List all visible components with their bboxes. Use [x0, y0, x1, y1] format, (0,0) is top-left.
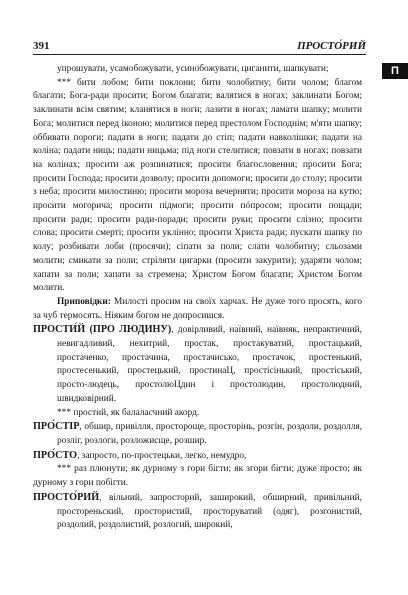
running-head: ПРОСТО́РИЙ [297, 40, 366, 52]
entry-prostyi-idiom: *** простий, як балаласчний акорд. [57, 407, 200, 418]
entry-prostoryi-text: , вільний, запросторий, заширокий, обширний, привільний, простореньский, простористий, просторуватий (одяг), розгонистий, роздолий, роздолистий, розлогий, широкий, [57, 492, 362, 531]
entry-prosto [33, 449, 362, 464]
entry-prostoryi [33, 491, 362, 533]
headword-prosto: ПРО́СТО [33, 449, 78, 461]
entry-continuation-line: упрошувати, усамобожувати, усинобожувати, циганити, шапкувати; [57, 64, 329, 74]
entry-prosto-idiom: *** раз плюнути; як дурному з гори бігти; як згори бігти; дуже просто; як дурному з гори побігти. [33, 464, 362, 489]
proverbs-label: Приповідки: [57, 296, 111, 307]
entry-prostir [33, 420, 362, 448]
page-number: 391 [33, 40, 50, 52]
entry-prostir-text: , обшир, привілля, простороще, просторінь, розгін, роздоли, роздолля, розліг, розлоги, розложисще, розшир. [57, 422, 362, 446]
entry-continuation-idioms: *** бити лобом; бити поклони; бити чолобитну; бити чолом; благом благати; Бога-ради просити; Богом благати; валятися в ногах; заклинати Богом; заклинати всім святим; кланятися в ноги; лазити в ногах; ламати шапку; молити Бога; молитися перед іконою; молитися перед престолом Господнім; м'яти шапку; оббивати пороги; падати в ноги; падати до стіп; падати навколішки; падати на коліна; падати ниць; падати ницьма; під ноги стелитися; повзати в ногах; повзати на колінах; просити аж розпинатися; просити благословення; просити Бога; просити Господа; просити дозволу; просити допомоги; просити до столу; просити з неба; просити милостиню; просити мороза вечерняти; просити мороза на кутю; просити могорича; просити підмоги; просити пóпросом; просити пощади; просити ради; просити ради-поради; просити руки; просити слізно; просити слова; просити смерті; просити уклінно; просити Христа ради; пускати шапку по колу; розбивати лоби (просячи); сіпати за поли; слати чолобитну; сльозами молити; смикати за поли; стріляти цигарки (просити закурити); ударяти чолом; хапати за поли; хапати за стремена; Христом Богом благати; Христом Богом молити. [33, 77, 362, 294]
section-tab: П [382, 63, 408, 79]
headword-prostir: ПРО́СТІР [33, 421, 80, 433]
headword-prostyi: ПРОСТИ́Й (ПРО ЛЮДИНУ) [33, 324, 172, 336]
page-header [33, 40, 366, 55]
proverbs-text: Милості просим на своїх харчах. Не дуже того просять, кого за чуб термосять. Ніяким богом не допросишся. [33, 296, 362, 321]
dictionary-text [33, 63, 362, 533]
entry-prostyi [33, 323, 362, 406]
entry-prosto-text: , запросто, по-простецьки, легко, немудро, [77, 450, 247, 461]
entry-prostyi-text: , довірливий, наївний, наївняк, непрактичний, невигадливий, нехитрий, простак, простакуватий, простацький, простаченко, простачина, простачисько, простачок, простенький, простесенький, простецький, простинаЦ, простісінький, простіський, просто-людець, простолюЦдин і простолюдин, простолюдний, швидковірний. [57, 325, 363, 404]
entry-proverbs [33, 296, 362, 323]
headword-prostoryi: ПРОСТО́РИЙ [33, 491, 100, 503]
